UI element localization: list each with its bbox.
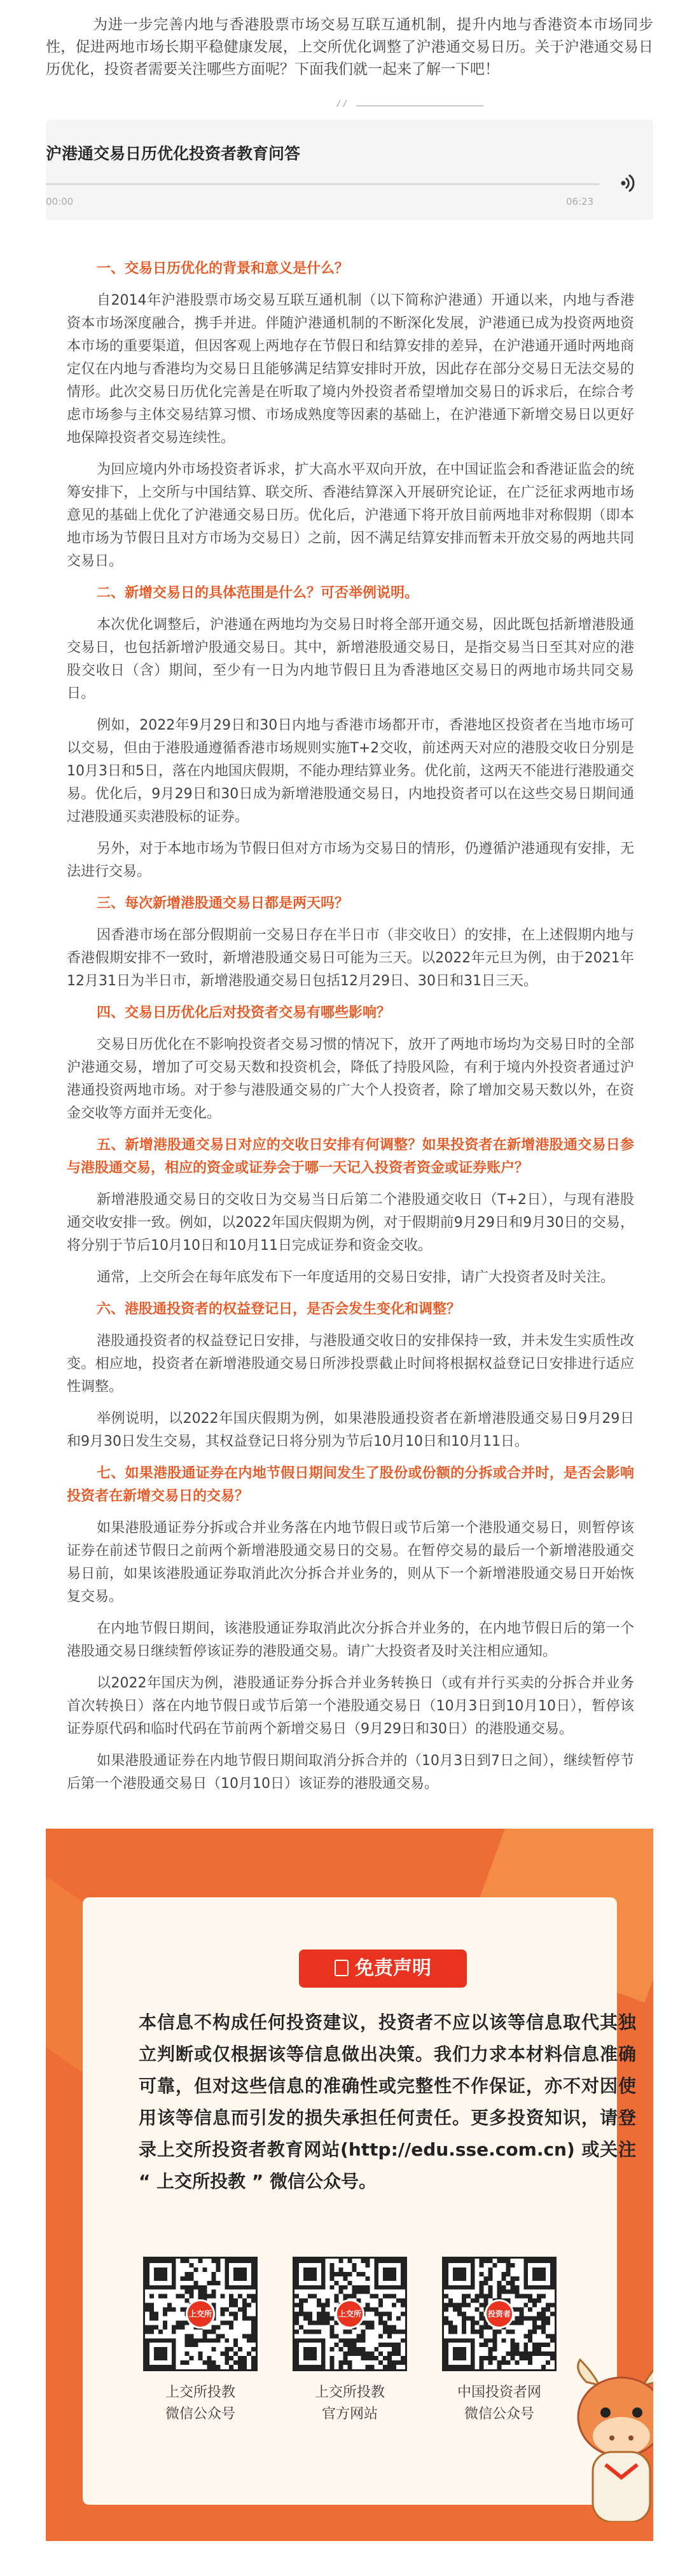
paragraph: 另外，对于本地市场为节假日但对方市场为交易日的情形，仍遵循沪港通现有安排，无法进行交易。 (67, 841, 634, 880)
disclaimer-banner (46, 1829, 653, 2541)
paragraph: 举例说明，以2022年国庆假期为例，如果港股通投资者在新增港股通交易日9月29日和9月30日发生交易，其权益登记日将分别为节后10月10日和10月11日。 (67, 1411, 634, 1450)
paragraph: 本次优化调整后，沪港通在两地均为交易日时将全部开通交易，因此既包括新增港股通交易日，也包括新增沪股通交易日。其中，新增港股通交易日，是指交易当日至其对应的港股交收日（含）期间，至少有一日为内地节假日且为香港地区交易日的两地市场共同交易日。 (67, 617, 634, 702)
qr-code[interactable] (293, 2257, 407, 2371)
question-heading: 一、交易日历优化的背景和意义是什么？ (97, 261, 349, 277)
qr-logo: 上交所 (186, 2299, 215, 2329)
paragraph: 如果港股通证券在内地节假日期间取消分拆合并的（10月3日到7日之间），继续暂停节后第一个港股通交易日（10月10日）该证券的港股通交易。 (67, 1753, 634, 1792)
question-heading: 三、每次新增港股通交易日都是两天吗？ (97, 896, 349, 911)
qr-label: 上交所投教 微信公众号 (165, 2385, 235, 2422)
paragraph: 以2022年国庆为例，港股通证券分拆合并业务转换日（或有并行买卖的分拆合并业务首次转换日）落在内地节假日或节后第一个港股通交易日（10月3日到10月10日），暂停该证券原代码和临时代码在节前两个新增交易日（9月29日和30日）的港股通交易。 (67, 1675, 634, 1737)
audio-current-time: 00:00 (46, 196, 74, 207)
qr-label: 上交所投教 官方网站 (314, 2385, 385, 2422)
qr-code[interactable] (143, 2257, 258, 2371)
qr-label: 中国投资者网 微信公众号 (457, 2385, 541, 2422)
disclaimer-text: 本信息不构成任何投资建议，投资者不应以该等信息取代其独立判断或仅根据该等信息做出决策。我们力求本材料信息准确可靠，但对这些信息的准确性或完整性不作保证，亦不对因使用该等信息而引发的损失承担任何责任。更多投资知识，请登录上交所投资者教育网站(http://edu.sse.com.cn) 或关注 “ 上交所投教 ” 微信公众号。 (139, 2012, 636, 2192)
paragraph: 通常，上交所会在每年底发布下一年度适用的交易日安排，请广大投资者及时关注。 (97, 1270, 615, 1285)
paragraph: 因香港市场在部分假期前一交易日存在半日市（非交收日）的安排，在上述假期内地与香港假期安排不一致时，新增港股通交易日可能为三天。以2022年元旦为例，由于2021年12月31日为半日市，新增港股通交易日包括12月29日、30日和31日三天。 (67, 927, 634, 989)
question-heading: 七、如果港股通证券在内地节假日期间发生了股份或份额的分拆或合并时，是否会影响投资者在新增交易日的交易？ (67, 1465, 634, 1504)
audio-player[interactable] (46, 120, 653, 220)
speaker-icon[interactable] (616, 172, 639, 195)
audio-progress-bar[interactable] (46, 183, 599, 185)
article-body (67, 258, 634, 1804)
audio-title: 沪港通交易日历优化投资者教育问答 (46, 144, 301, 163)
slash-icon: / (337, 99, 340, 109)
qr-logo: 上交所 (335, 2299, 364, 2329)
qr-code[interactable] (442, 2257, 557, 2371)
paragraph: 港股通投资者的权益登记日安排，与港股通交收日的安排保持一致，并未发生实质性改变。相应地，投资者在新增港股通交易日所涉投票截止时间将根据权益登记日安排进行适应性调整。 (67, 1333, 634, 1395)
paragraph: 例如，2022年9月29日和30日内地与香港市场都开市，香港地区投资者在当地市场可以交易，但由于港股通遵循香港市场规则实施T+2交收，前述两天对应的港股交收日分别是10月3日和5日，落在内地国庆假期，不能办理结算业务。优化前，这两天不能进行港股通交易。优化后，9月29日和30日成为新增港股通交易日，内地投资者可以在这些交易日期间通过港股通买卖港股标的证券。 (67, 717, 634, 825)
paragraph: 自2014年沪港股票市场交易互联互通机制（以下简称沪港通）开通以来，内地与香港资本市场深度融合，携手并进。伴随沪港通机制的不断深化发展，沪港通已成为投资两地资本市场的重要渠道，但因客观上两地存在节假日和结算安排的差异，在沪港通开通时两地商定仅在内地与香港均为交易日且能够满足结算安排时开放，因此存在部分交易日无法交易的情形。此次交易日历优化完善是在听取了境内外投资者希望增加交易日的诉求后，在综合考虑市场参与主体交易结算习惯、市场成熟度等因素的基础上，在沪港通下新增交易日以更好地保障投资者交易连续性。 (67, 293, 634, 446)
paragraph: 为回应境内外市场投资者诉求，扩大高水平双向开放，在中国证监会和香港证监会的统筹安排下，上交所与中国结算、联交所、香港结算深入开展研究论证，在广泛征求两地市场意见的基础上优化了沪港通交易日历。优化后，沪港通下将开放目前两地非对称假期（即本地市场为节假日且对方市场为交易日）之前，因不满足结算安排而暂未开放交易的两地共同交易日。 (67, 462, 634, 569)
disclaimer-title: 免责声明 (299, 1949, 467, 1988)
question-heading: 六、港股通投资者的权益登记日，是否会发生变化和调整？ (97, 1301, 461, 1317)
intro-paragraph: 为进一步完善内地与香港股票市场交易互联互通机制，提升内地与香港资本市场同步性，促进两地市场长期平稳健康发展，上交所优化调整了沪港通交易日历。关于沪港通交易日历优化，投资者需要关注哪些方面呢？下面我们就一起来了解一下吧！ (46, 17, 653, 78)
question-heading: 四、交易日历优化后对投资者交易有哪些影响？ (97, 1005, 391, 1021)
paragraph: 交易日历优化在不影响投资者交易习惯的情况下，放开了两地市场均为交易日时的全部沪港通交易，增加了可交易天数和投资机会，降低了持股风险，有利于境内外投资者通过沪港通投资两地市场。对于参与港股通交易的广大个人投资者，除了增加交易天数以外，在资金交收等方面并无变化。 (67, 1037, 634, 1121)
document-icon (335, 1960, 349, 1976)
slash-icon: / (343, 99, 347, 109)
paragraph: 新增港股通交易日的交收日为交易当日后第二个港股通交收日（T+2日），与现有港股通交收安排一致。例如，以2022年国庆假期为例，对于假期前9月29日和9月30日的交易，将分别于节后10月10日和10月11日完成证券和资金交收。 (67, 1192, 634, 1254)
ox-mascot-icon (567, 2357, 653, 2522)
question-heading: 二、新增交易日的具体范围是什么？可否举例说明。 (97, 585, 419, 601)
paragraph: 如果港股通证券分拆或合并业务落在内地节假日或节后第一个港股通交易日，则暂停该证券在前述节假日之前两个新增港股通交易日的交易。在暂停交易的最后一个新增港股通交易日前，如果该港股通证券取消此次分拆合并业务的，则从下一个新增港股通交易日开始恢复交易。 (67, 1520, 634, 1605)
decorative-divider (337, 100, 483, 108)
disclaimer-card (83, 1897, 636, 2505)
question-heading: 五、新增港股通交易日对应的交收日安排有何调整？如果投资者在新增港股通交易日参与港股通交易，相应的资金或证券会于哪一天记入投资者资金或证券账户？ (67, 1137, 634, 1176)
paragraph: 在内地节假日期间，该港股通证券取消此次分拆合并业务的，在内地节假日后的第一个港股通交易日继续暂停该证券的港股通交易。请广大投资者及时关注相应通知。 (67, 1621, 634, 1659)
audio-total-time: 06:23 (566, 196, 594, 207)
qr-logo: 投资者 (485, 2299, 514, 2329)
